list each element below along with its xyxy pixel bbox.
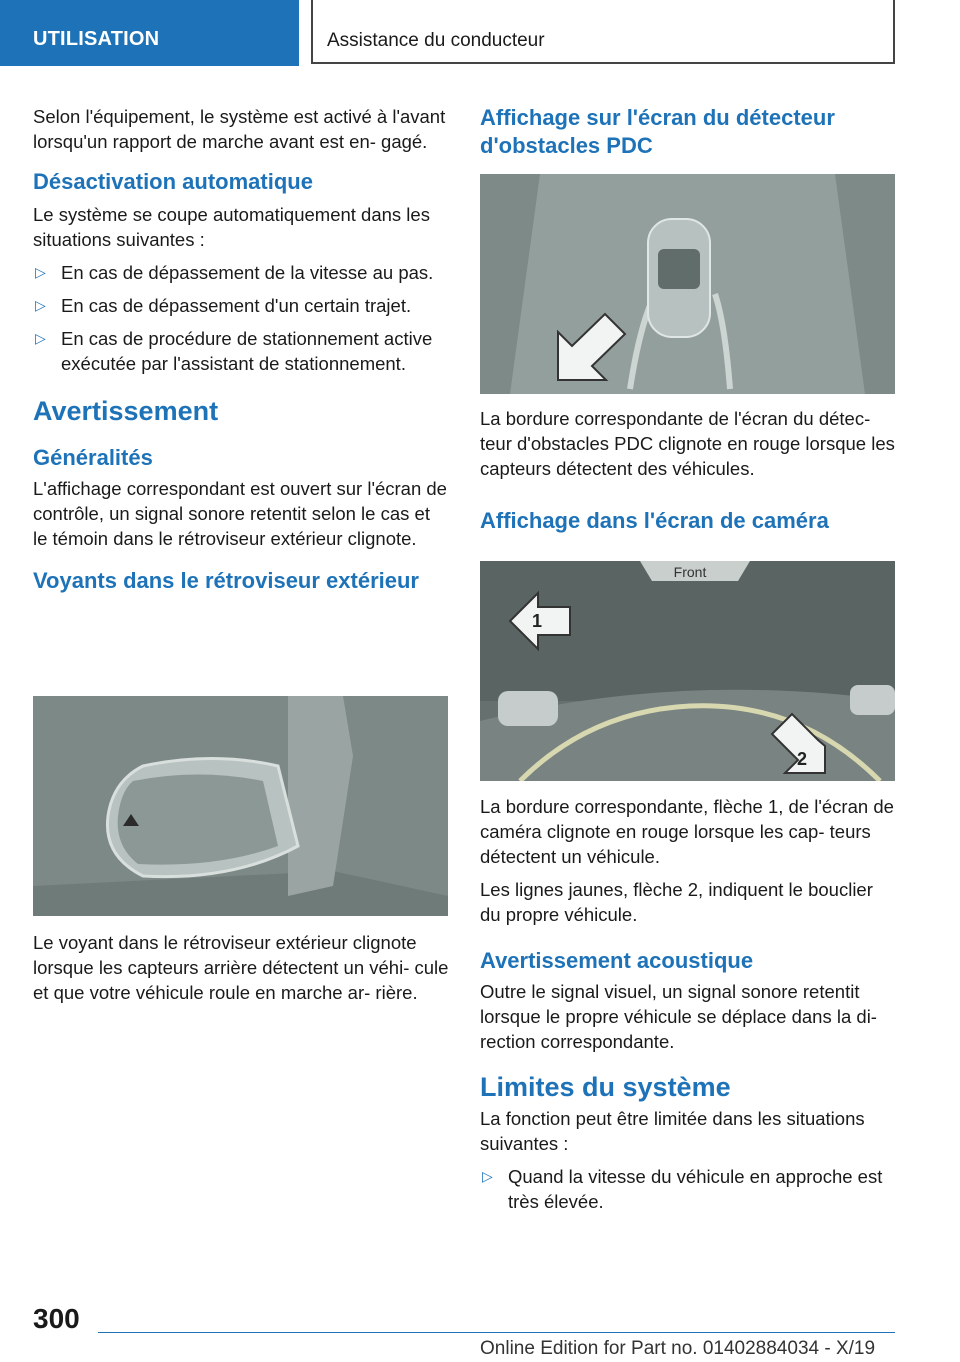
mirror-heading: Voyants dans le rétroviseur extérieur (33, 568, 419, 593)
footer-divider (98, 1332, 895, 1333)
camera-screen-image (480, 561, 895, 781)
arrow-2-label: 2 (796, 749, 808, 769)
pdc-caption-block (480, 406, 896, 535)
list-item: ▷ En cas de dépassement d'un certain trajet. (35, 295, 412, 316)
left-column-top (33, 104, 449, 595)
pdc-illustration (480, 174, 895, 394)
acoustic-text: Outre le signal visuel, un signal sonore retentit lorsque le propre véhicule se déplace dans la di- rection correspondante. (480, 981, 877, 1052)
page-number: 300 (33, 1303, 80, 1334)
acoustic-heading: Avertissement acoustique (480, 948, 754, 973)
camera-heading: Affichage dans l'écran de caméra (480, 508, 829, 533)
camera-caption-1: La bordure correspondante, flèche 1, de l'écran de caméra clignote en rouge lorsque les cap- teurs détectent un véhicule. (480, 796, 894, 867)
camera-caption-2: Les lignes jaunes, flèche 2, indiquent le bouclier du propre véhicule. (480, 879, 873, 925)
warning-heading: Avertissement (33, 396, 219, 426)
deactivation-list (33, 260, 449, 376)
limits-list (480, 1164, 896, 1214)
intro-text: Selon l'équipement, le système est activé à l'avant lorsqu'un rapport de marche avant est en- gagé. (33, 106, 446, 152)
pdc-caption: La bordure correspondante de l'écran du détec- teur d'obstacles PDC clignote en rouge lorsque les capteurs détectent des véhicules. (480, 408, 895, 479)
deactivation-heading: Désactivation automatique (33, 169, 313, 194)
pdc-heading: Affichage sur l'écran du détecteur d'obstacles PDC (480, 105, 835, 158)
chapter-title: Assistance du conducteur (327, 30, 545, 51)
section-title: UTILISATION (33, 28, 160, 50)
pdc-screen-image (480, 174, 895, 394)
bullet-triangle-icon: ▷ (482, 1168, 493, 1184)
general-heading: Généralités (33, 445, 153, 470)
mirror-caption-block (33, 930, 449, 1005)
limits-heading: Limites du système (480, 1072, 731, 1102)
list-item: ▷ En cas de dépassement de la vitesse au pas. (35, 262, 434, 283)
mirror-caption: Le voyant dans le rétroviseur extérieur clignote lorsque les capteurs arrière détectent un véhi- cule et que votre véhicule roule en marche ar- rière. (33, 932, 449, 1003)
list-item: ▷ Quand la vitesse du véhicule en approche est très élevée. (482, 1166, 883, 1212)
deactivation-text: Le système se coupe automatiquement dans les situations suivantes : (33, 204, 430, 250)
camera-illustration (480, 561, 895, 781)
general-text: L'affichage correspondant est ouvert sur l'écran de contrôle, un signal sonore retentit selon le cas et le témoin dans le rétroviseur extérieur clignote. (33, 478, 447, 549)
bullet-triangle-icon: ▷ (35, 297, 46, 313)
list-item: ▷ En cas de procédure de stationnement active exécutée par l'assistant de stationnement. (35, 328, 433, 374)
bullet-triangle-icon: ▷ (35, 330, 46, 346)
footer-edition: Online Edition for Part no. 01402884034 - X/19 (480, 1338, 876, 1359)
chapter-tab (311, 0, 895, 64)
bullet-triangle-icon: ▷ (35, 264, 46, 280)
limits-text: La fonction peut être limitée dans les situations suivantes : (480, 1108, 865, 1154)
front-label: Front (673, 564, 707, 580)
pdc-heading-block (480, 104, 896, 160)
section-tab (0, 0, 299, 66)
arrow-1-label: 1 (531, 611, 543, 631)
right-column-bottom (480, 794, 896, 1222)
mirror-image (33, 696, 448, 916)
mirror-illustration (33, 696, 448, 916)
